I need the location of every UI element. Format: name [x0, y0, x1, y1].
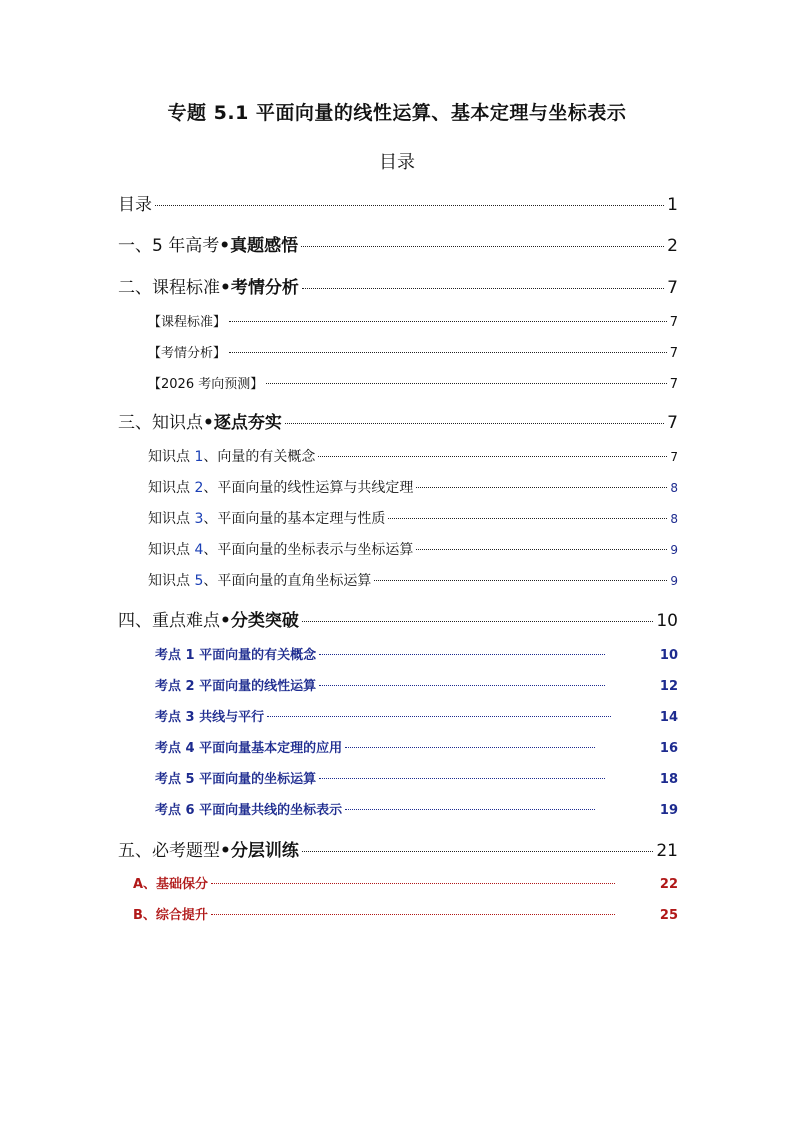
toc-entry-section-2[interactable] — [118, 273, 678, 298]
toc-label: 考点 4 平面向量基本定理的应用 — [155, 741, 343, 756]
kp-title: 、平面向量的坐标表示与坐标运算 — [203, 542, 414, 558]
kp-prefix: 知识点 — [148, 480, 195, 496]
toc-entry-section-5[interactable] — [118, 836, 678, 861]
dot-leader — [211, 883, 615, 884]
toc-entry-knowledge-2[interactable] — [148, 477, 678, 497]
toc-label-prefix: 四、重点难点 — [118, 611, 220, 631]
toc-page-number: 7 — [669, 377, 678, 392]
toc-label-bold: •考情分析 — [220, 278, 299, 298]
toc-entry-knowledge-3[interactable] — [148, 508, 678, 528]
dot-leader — [345, 809, 595, 810]
toc-page-number: 7 — [667, 413, 678, 433]
toc-entry-advanced-practice[interactable] — [133, 904, 678, 923]
toc-page-number: 8 — [670, 512, 678, 526]
kp-number: 4 — [194, 542, 204, 558]
dot-leader — [302, 851, 653, 852]
toc-page-number: 7 — [670, 450, 678, 464]
toc-label — [148, 539, 413, 559]
toc-entry-knowledge-5[interactable] — [148, 570, 678, 590]
toc-page-number: 21 — [656, 841, 678, 861]
toc-page-number: 22 — [659, 877, 678, 892]
kp-title: 、平面向量的基本定理与性质 — [203, 511, 386, 527]
dot-leader — [155, 205, 664, 206]
toc-label-bold: •真题感悟 — [219, 236, 299, 256]
kp-number: 5 — [194, 573, 204, 589]
toc-entry-exam-point-1[interactable] — [155, 644, 678, 663]
dot-leader — [416, 487, 667, 488]
toc-page-number: 18 — [659, 772, 678, 787]
toc-heading: 目录 — [379, 152, 415, 173]
toc-label — [148, 570, 371, 590]
toc-entry-section-3[interactable] — [118, 408, 678, 433]
toc-label — [118, 273, 299, 298]
toc-label — [118, 408, 282, 433]
kp-number: 2 — [194, 480, 204, 496]
dot-leader — [318, 456, 667, 457]
toc-label — [118, 836, 299, 861]
toc-page-number: 10 — [659, 648, 678, 663]
toc-label: 【考情分析】 — [148, 346, 227, 361]
toc-page-number: 7 — [669, 346, 678, 361]
toc-entry-exam-point-5[interactable] — [155, 768, 678, 787]
toc-page-number: 7 — [669, 315, 678, 330]
kp-number: 1 — [194, 449, 204, 465]
toc-entry-knowledge-1[interactable] — [148, 446, 678, 466]
toc-entry-exam-analysis[interactable] — [148, 342, 678, 361]
toc-page-number: 19 — [659, 803, 678, 818]
toc-entry-basic-practice[interactable] — [133, 873, 678, 892]
toc-entry-2026-forecast[interactable] — [148, 373, 678, 392]
toc-page-number: 14 — [659, 710, 678, 725]
kp-prefix: 知识点 — [148, 573, 195, 589]
toc-label: 考点 2 平面向量的线性运算 — [155, 679, 317, 694]
kp-prefix: 知识点 — [148, 542, 195, 558]
kp-title: 、向量的有关概念 — [203, 449, 316, 465]
toc-label — [118, 231, 298, 256]
toc-label: 考点 5 平面向量的坐标运算 — [155, 772, 317, 787]
toc-entry-knowledge-4[interactable] — [148, 539, 678, 559]
dot-leader — [416, 549, 667, 550]
toc-label: B、综合提升 — [133, 908, 208, 923]
toc-entry-exam-point-2[interactable] — [155, 675, 678, 694]
kp-prefix: 知识点 — [148, 511, 195, 527]
toc-page-number: 10 — [656, 611, 678, 631]
toc-label: A、基础保分 — [133, 877, 209, 892]
kp-title: 、平面向量的线性运算与共线定理 — [203, 480, 414, 496]
dot-leader — [319, 685, 605, 686]
kp-number: 3 — [194, 511, 204, 527]
dot-leader — [301, 246, 664, 247]
toc-page-number: 2 — [667, 236, 678, 256]
toc-entry-exam-point-6[interactable] — [155, 799, 678, 818]
kp-title: 、平面向量的直角坐标运算 — [203, 573, 372, 589]
kp-prefix: 知识点 — [148, 449, 195, 465]
toc-label — [148, 446, 315, 466]
toc-entry-contents[interactable] — [118, 190, 678, 215]
dot-leader — [388, 518, 667, 519]
toc-label: 考点 3 共线与平行 — [155, 710, 265, 725]
dot-leader — [319, 654, 605, 655]
toc-page-number: 8 — [670, 481, 678, 495]
toc-page-number: 1 — [667, 195, 678, 215]
dot-leader — [302, 288, 664, 289]
dot-leader — [229, 352, 667, 353]
dot-leader — [374, 580, 667, 581]
toc-entry-exam-point-4[interactable] — [155, 737, 678, 756]
toc-label: 目录 — [118, 195, 152, 215]
dot-leader — [229, 321, 667, 322]
toc-label — [148, 477, 413, 497]
toc-page-number: 12 — [659, 679, 678, 694]
dot-leader — [285, 423, 664, 424]
toc-entry-section-1[interactable] — [118, 231, 678, 256]
document-title: 专题 5.1 平面向量的线性运算、基本定理与坐标表示 — [167, 102, 627, 124]
dot-leader — [211, 914, 615, 915]
toc-label-bold: •逐点夯实 — [203, 413, 282, 433]
toc-entry-section-4[interactable] — [118, 606, 678, 631]
toc-label-prefix: 二、课程标准 — [118, 278, 220, 298]
toc-label — [118, 606, 299, 631]
toc-entry-exam-point-3[interactable] — [155, 706, 678, 725]
toc-label: 考点 6 平面向量共线的坐标表示 — [155, 803, 343, 818]
dot-leader — [302, 621, 653, 622]
toc-label-prefix: 三、知识点 — [118, 413, 203, 433]
toc-page-number: 25 — [659, 908, 678, 923]
toc-label-bold: •分类突破 — [220, 611, 299, 631]
toc-label: 【课程标准】 — [148, 315, 227, 330]
toc-label-prefix: 一、5 年高考 — [118, 236, 220, 256]
toc-page-number: 9 — [670, 574, 678, 588]
toc-label: 考点 1 平面向量的有关概念 — [155, 648, 317, 663]
toc-entry-curriculum-standard[interactable] — [148, 311, 678, 330]
toc-label: 【2026 考向预测】 — [148, 377, 264, 392]
toc-page-number: 7 — [667, 278, 678, 298]
dot-leader — [267, 716, 611, 717]
toc-page-number: 9 — [670, 543, 678, 557]
toc-label-prefix: 五、必考题型 — [118, 841, 220, 861]
toc-label-bold: •分层训练 — [220, 841, 299, 861]
toc-page-number: 16 — [659, 741, 678, 756]
toc-label — [148, 508, 385, 528]
dot-leader — [266, 383, 667, 384]
dot-leader — [345, 747, 595, 748]
dot-leader — [319, 778, 605, 779]
